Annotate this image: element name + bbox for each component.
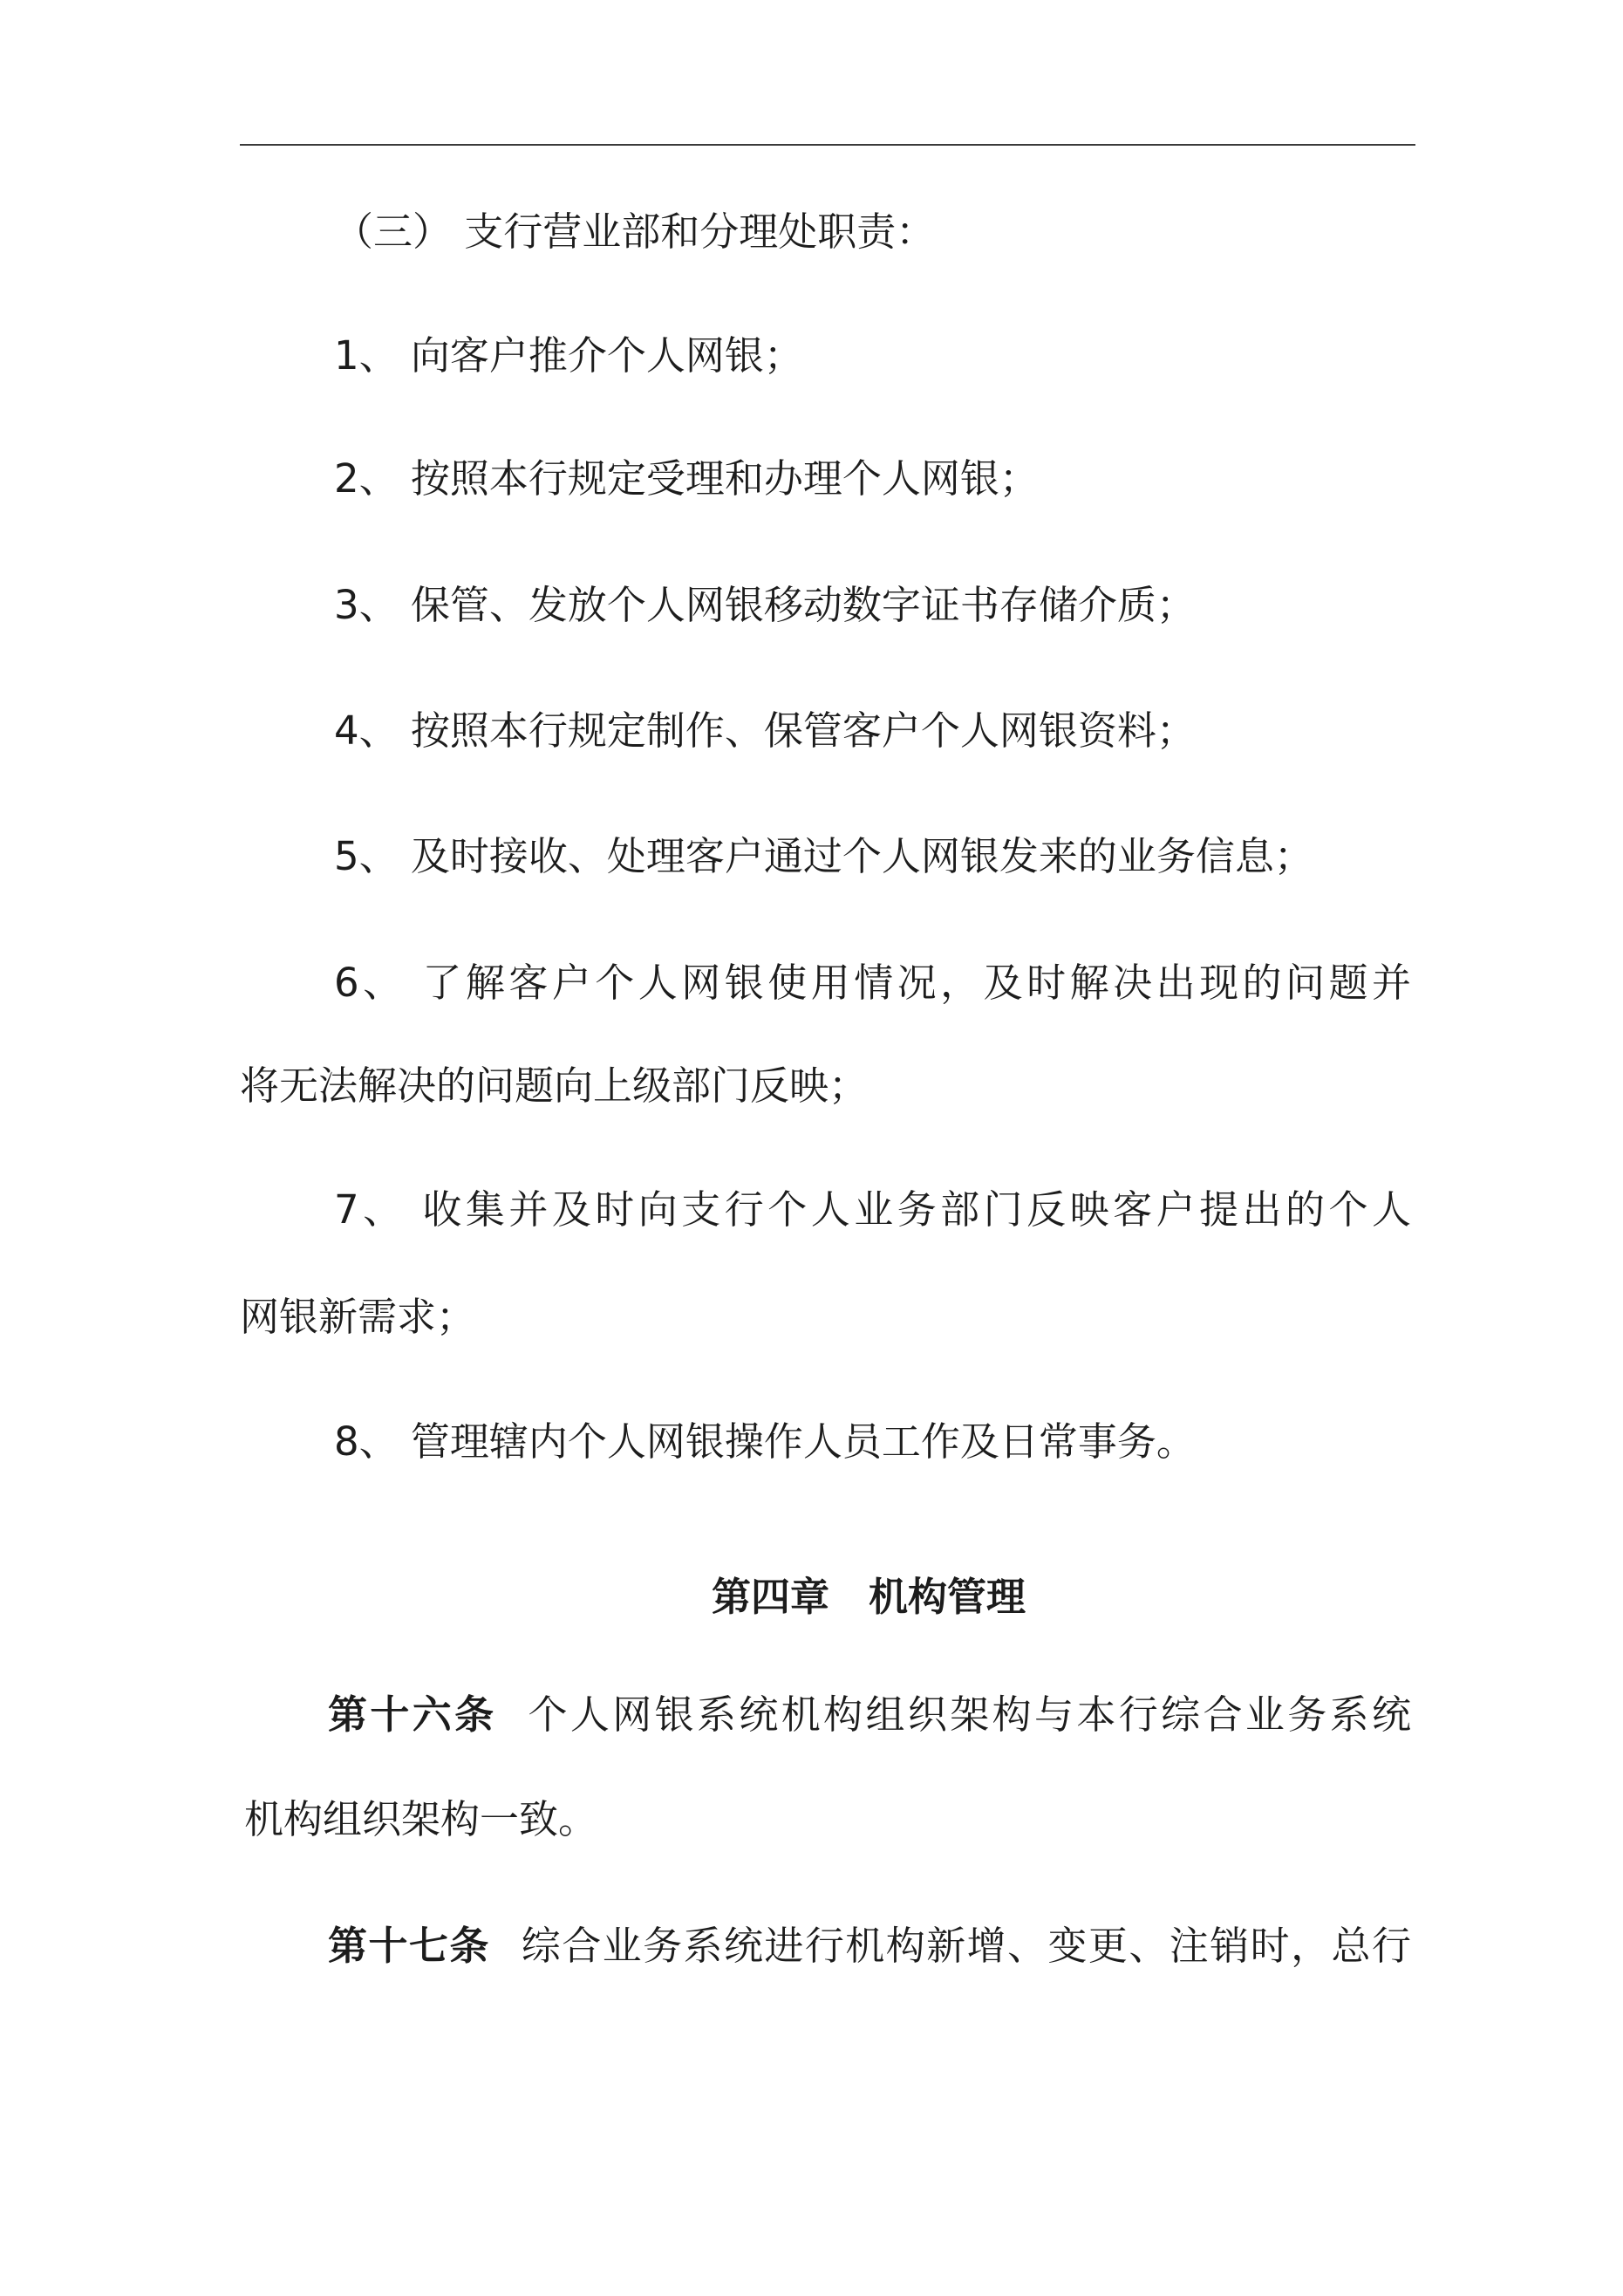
chapter-heading: 第四章 机构管理: [712, 1574, 1026, 1620]
section-title: （三） 支行营业部和分理处职责：: [334, 208, 936, 255]
article-17: [328, 1920, 1411, 1972]
header-rule: [240, 144, 1415, 146]
article-17-text: 综合业务系统进行机构新增、变更、注销时，总行: [521, 1923, 1411, 1969]
list-item-1: 1、 向客户推介个人网银；: [334, 332, 803, 379]
list-item-6-continued: 将无法解决的问题向上级部门反映；: [240, 1063, 869, 1109]
list-item-2: 2、 按照本行规定受理和办理个人网银；: [334, 455, 1039, 502]
article-16-text: 个人网银系统机构组织架构与本行综合业务系统: [528, 1691, 1411, 1738]
list-item-7: 7、 收集并及时向支行个人业务部门反映客户提出的个人: [334, 1186, 1411, 1233]
list-item-3: 3、 保管、发放个人网银移动数字证书存储介质；: [334, 582, 1196, 628]
list-item-8: 8、 管理辖内个人网银操作人员工作及日常事务。: [334, 1418, 1196, 1465]
list-item-6: 6、 了解客户个人网银使用情况，及时解决出现的问题并: [334, 960, 1411, 1006]
article-16-label: 第十六条: [328, 1691, 497, 1738]
list-item-4: 4、 按照本行规定制作、保管客户个人网银资料；: [334, 707, 1196, 754]
article-17-label: 第十七条: [328, 1923, 490, 1969]
list-item-7-continued: 网银新需求；: [240, 1294, 476, 1340]
article-16-continued: 机构组织架构一致。: [244, 1796, 598, 1842]
article-16: [328, 1689, 1411, 1741]
list-item-5: 5、 及时接收、处理客户通过个人网银发来的业务信息；: [334, 833, 1313, 879]
